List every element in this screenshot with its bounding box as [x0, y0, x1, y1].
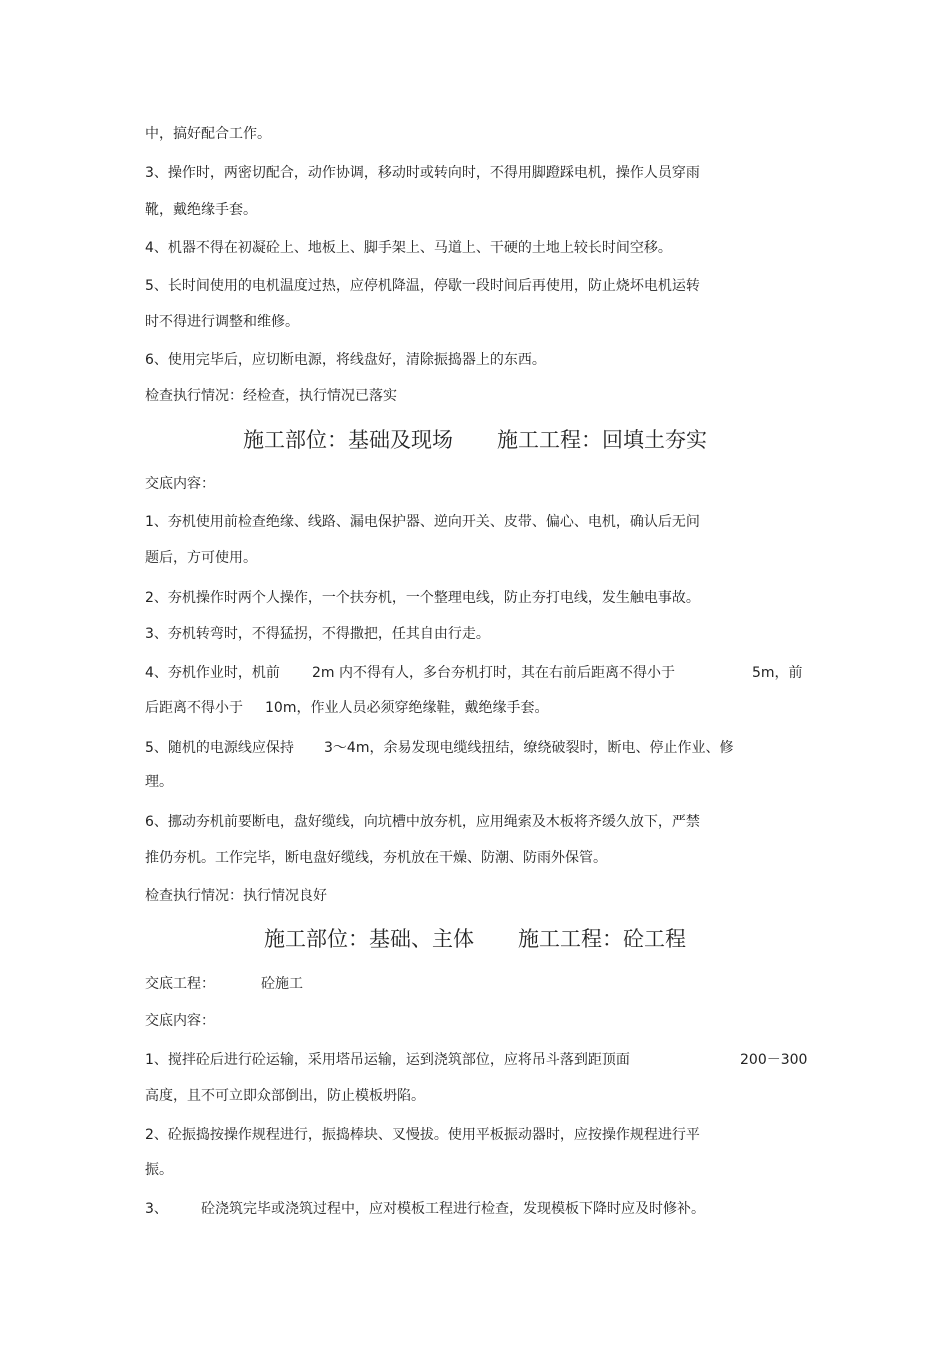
content-label: 交底内容： — [145, 476, 215, 492]
text-line: 1、夯机使用前检查绝缘、线路、漏电保护器、逆向开关、皮带、偏心、电机，确认后无问 — [145, 514, 700, 530]
heading-project: 施工工程：砼工程 — [518, 927, 686, 951]
text-line: 高度，且不可立即众部倒出，防止模板坍陷。 — [145, 1088, 425, 1104]
text-segment: 3、 — [145, 1201, 168, 1217]
text-line: 6、使用完毕后，应切断电源，将线盘好，清除振捣器上的东西。 — [145, 352, 546, 368]
check-status: 检查执行情况：执行情况良好 — [145, 888, 327, 904]
text-segment: 3～4m，余易发现电缆线扭结，缭绕破裂时，断电、停止作业、修 — [324, 740, 734, 756]
heading-project: 施工工程：回填土夯实 — [497, 428, 707, 452]
text-line: 振。 — [145, 1162, 173, 1178]
text-line: 题后，方可使用。 — [145, 550, 257, 566]
text-segment: 5、随机的电源线应保持 — [145, 740, 294, 756]
text-segment: 砼浇筑完毕或浇筑过程中，应对模板工程进行检查，发现模板下降时应及时修补。 — [201, 1201, 705, 1217]
text-line: 中，搞好配合工作。 — [145, 126, 271, 142]
text-segment: 5m，前 — [752, 665, 803, 681]
text-line: 6、挪动夯机前要断电，盘好缆线，向坑槽中放夯机，应用绳索及木板将齐缓久放下，严禁 — [145, 814, 700, 830]
heading-part: 施工部位：基础及现场 — [243, 428, 453, 452]
text-segment: 1、搅拌砼后进行砼运输，采用塔吊运输，运到浇筑部位，应将吊斗落到距顶面 — [145, 1052, 630, 1068]
project-value: 砼施工 — [261, 976, 303, 992]
text-line: 推仍夯机。工作完毕，断电盘好缆线，夯机放在干燥、防潮、防雨外保管。 — [145, 850, 607, 866]
text-segment: 10m，作业人员必须穿绝缘鞋，戴绝缘手套。 — [265, 700, 549, 716]
text-line: 3、夯机转弯时，不得猛拐，不得撒把，任其自由行走。 — [145, 626, 490, 642]
text-line: 时不得进行调整和维修。 — [145, 314, 299, 330]
project-label: 交底工程： — [145, 976, 215, 992]
section-heading — [0, 426, 950, 454]
text-line: 2、夯机操作时两个人操作，一个扶夯机，一个整理电线，防止夯打电线，发生触电事故。 — [145, 590, 700, 606]
text-line: 5、长时间使用的电机温度过热，应停机降温，停歇一段时间后再使用，防止烧坏电机运转 — [145, 278, 700, 294]
text-line: 理。 — [145, 774, 173, 790]
text-segment: 4、夯机作业时，机前 — [145, 665, 280, 681]
text-line: 靴，戴绝缘手套。 — [145, 202, 257, 218]
text-line: 2、砼振捣按操作规程进行，振捣棒块、叉慢拔。使用平板振动器时，应按操作规程进行平 — [145, 1127, 700, 1143]
content-label: 交底内容： — [145, 1013, 215, 1029]
text-line: 3、操作时，两密切配合，动作协调，移动时或转向时，不得用脚蹬踩电机，操作人员穿雨 — [145, 165, 700, 181]
text-segment: 2m 内不得有人，多台夯机打时，其在右前后距离不得小于 — [312, 665, 675, 681]
text-segment: 200－300 — [740, 1052, 808, 1068]
heading-part: 施工部位：基础、主体 — [264, 927, 474, 951]
text-line: 4、机器不得在初凝砼上、地板上、脚手架上、马道上、干硬的土地上较长时间空移。 — [145, 240, 672, 256]
text-segment: 后距离不得小于 — [145, 700, 243, 716]
check-status: 检查执行情况：经检查，执行情况已落实 — [145, 388, 397, 404]
section-heading — [0, 925, 950, 953]
